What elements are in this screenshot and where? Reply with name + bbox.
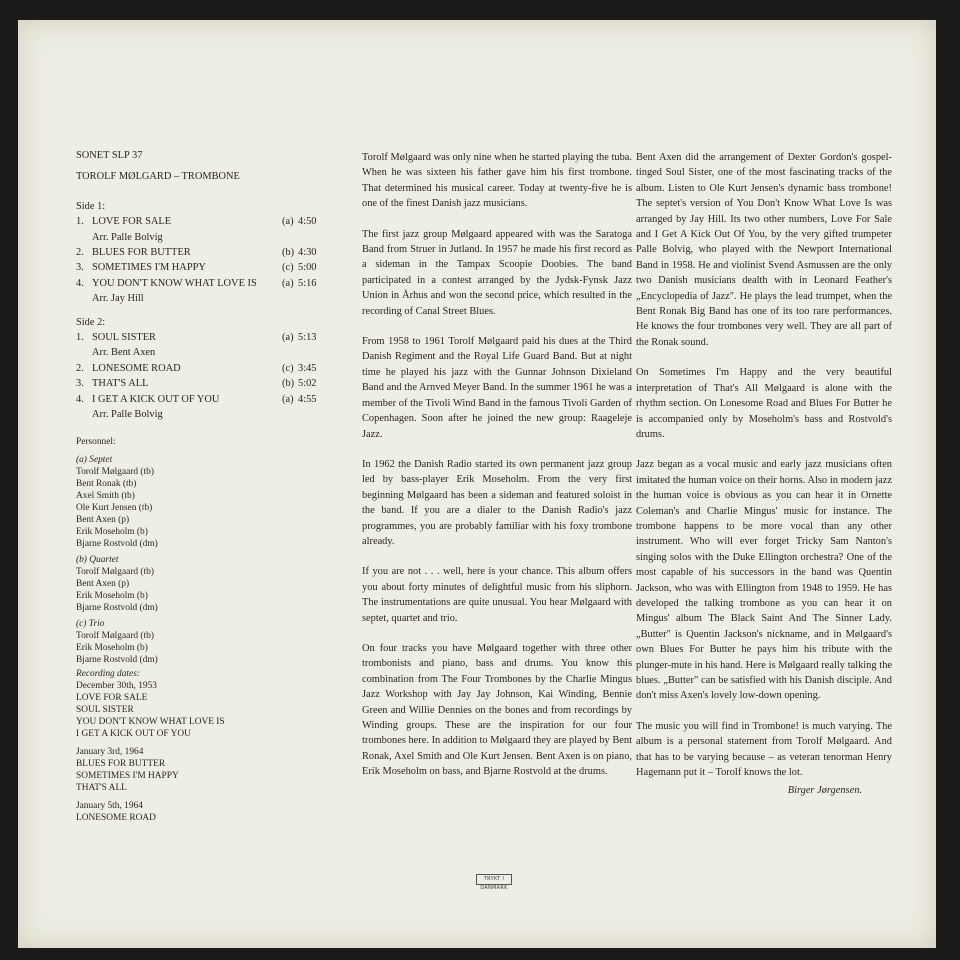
track-title: I GET A KICK OUT OF YOU bbox=[92, 393, 220, 405]
track-title: LONESOME ROAD bbox=[92, 362, 181, 374]
liner-paragraph: The first jazz group Mølgaard appeared with was the Saratoga Band from Struer in Jutland. In 1957 he made his first record as a sideman in the Tampax Scoopie Doobies. The band participated in a contest arranged by the Jydsk-Fynsk Jazz Union in Århus and won the second price, which resulted in the recording of Canal Street Blues. bbox=[362, 228, 632, 317]
track-duration: 3:45 bbox=[298, 362, 317, 374]
track-duration: 5:00 bbox=[298, 262, 317, 274]
track-title: SOUL SISTER bbox=[92, 332, 156, 343]
side-1-tracklist bbox=[76, 214, 326, 306]
track-group: (c) bbox=[282, 262, 294, 274]
recording-date: January 3rd, 1964 bbox=[76, 747, 144, 758]
liner-paragraph: From 1958 to 1961 Torolf Mølgaard paid his dues at the Third Danish Regiment and the Royal Life Guard Band. But at night time he played his jazz with the Gunnar Johnson Dixieland Band and the Arnved Meyer Band. In the summer 1961 he was a member of the Tivoli Wind Band in the famous Tivoli Garden of Copenhagen. Soon after he joined the new group: Raageleje Jazz. bbox=[362, 336, 632, 440]
liner-paragraph: Torolf Mølgaard was only nine when he started playing the tuba. When he was sixteen his father gave him his first trombone. That determined his musical career. Today at twenty-five he is one of the finest Danish jazz musicians. bbox=[362, 152, 632, 210]
personnel-label: Personnel: bbox=[76, 437, 116, 448]
track-group: (c) bbox=[282, 362, 294, 374]
liner-notes-column-2 bbox=[636, 150, 892, 799]
recording-title: LOVE FOR SALE bbox=[76, 693, 148, 704]
track-arranger: Arr. Jay Hill bbox=[92, 293, 144, 305]
side-2-label: Side 2: bbox=[76, 316, 106, 328]
signature: Birger Jørgensen. bbox=[787, 785, 862, 797]
recording-title: SOUL SISTER bbox=[76, 705, 134, 716]
track-listing-column bbox=[76, 148, 326, 824]
recording-dates-label: Recording dates: bbox=[76, 669, 140, 680]
track-title: LOVE FOR SALE bbox=[92, 216, 172, 228]
album-back-cover bbox=[18, 20, 936, 948]
personnel-member: Erik Moseholm (b) bbox=[76, 527, 148, 538]
track-duration: 4:50 bbox=[298, 216, 317, 228]
recording-title: I GET A KICK OUT OF YOU bbox=[76, 729, 191, 740]
liner-paragraph: If you are not . . . well, here is your chance. This album offers you about forty minutes of delightful music from his sliphorn. The instrumentations are quite unusual. You hear Mølgaard with septet, quartet and trio. bbox=[362, 566, 632, 624]
liner-paragraph: On four tracks you have Mølgaard together with three other trombonists and piano, bass and drums. You know this combination from The Four Trombones by the Charlie Mingus Jazz Workshop with Jay Jay Johnson, Kai Winding, Bennie Green and Willie Dennies on the bones and from recordings by Winding groups. These are the inspiration for our four trombones here. In addition to Mølgaard they are played by Bent Ronak, Axel Smith and Ole Kurt Jensen. Bent Axen is on piano, Erik Moseholm on bass, and Bjarne Rostvold at the drums. bbox=[362, 642, 632, 778]
personnel-group-label: (b) Quartet bbox=[76, 555, 119, 566]
track-duration: 5:13 bbox=[298, 332, 317, 343]
personnel-member: Bent Axen (p) bbox=[76, 515, 130, 526]
track-group: (a) bbox=[282, 332, 294, 343]
liner-paragraph: On Sometimes I'm Happy and the very beautiful interpretation of That's All Mølgaard is alone with the rhythm section. On Lonesome Road and Blues For Butter he is accompanied only by Moseholm's bass and Rostvold's drums. bbox=[636, 367, 892, 440]
track-number: 1. bbox=[76, 216, 84, 228]
personnel-member: Torolf Mølgaard (tb) bbox=[76, 467, 154, 478]
track-number: 3. bbox=[76, 378, 84, 390]
side-2-tracklist bbox=[76, 330, 326, 422]
recording-title: THAT'S ALL bbox=[76, 783, 127, 794]
recording-title: BLUES FOR BUTTER bbox=[76, 759, 166, 770]
track-duration: 5:02 bbox=[298, 378, 317, 390]
recording-title: SOMETIMES I'M HAPPY bbox=[76, 771, 179, 782]
track-title: BLUES FOR BUTTER bbox=[92, 247, 191, 259]
track-title: SOMETIMES I'M HAPPY bbox=[92, 262, 206, 274]
track-row bbox=[76, 245, 326, 260]
recording-title: LONESOME ROAD bbox=[76, 813, 156, 824]
track-duration: 4:55 bbox=[298, 393, 317, 405]
track-group: (a) bbox=[282, 393, 294, 405]
recording-sessions bbox=[76, 680, 326, 824]
personnel-member: Bent Ronak (tb) bbox=[76, 479, 137, 490]
track-row bbox=[76, 214, 326, 229]
track-number: 2. bbox=[76, 362, 84, 374]
personnel-member: Torolf Mølgaard (tb) bbox=[76, 631, 154, 642]
personnel-group-label: (c) Trio bbox=[76, 619, 105, 630]
personnel-member: Torolf Mølgaard (tb) bbox=[76, 567, 154, 578]
side-1-label: Side 1: bbox=[76, 200, 106, 212]
track-group: (b) bbox=[282, 378, 295, 390]
track-arranger: Arr. Palle Bolvig bbox=[92, 408, 163, 420]
recording-date: January 5th, 1964 bbox=[76, 801, 143, 812]
track-number: 4. bbox=[76, 277, 84, 289]
personnel-member: Erik Moseholm (b) bbox=[76, 591, 148, 602]
track-row bbox=[76, 392, 326, 407]
personnel-group-label: (a) Septet bbox=[76, 455, 113, 466]
track-group: (a) bbox=[282, 216, 294, 228]
track-number: 1. bbox=[76, 332, 84, 343]
recording-title: YOU DON'T KNOW WHAT LOVE IS bbox=[76, 717, 225, 728]
album-title: TOROLF MØLGARD – TROMBONE bbox=[76, 171, 240, 183]
track-title: THAT'S ALL bbox=[92, 378, 149, 390]
track-row bbox=[76, 276, 326, 291]
track-number: 4. bbox=[76, 393, 84, 405]
personnel-member: Bjarne Rostvold (dm) bbox=[76, 539, 158, 550]
liner-paragraph: In 1962 the Danish Radio started its own permanent jazz group led by bass-player Erik Moseholm. From the very first beginning Mølgaard has been a sideman and featured soloist in the band. If you are a dialer to the Danish Radio's jazz programmes, you are probably familiar with his foxy trombone already. bbox=[362, 458, 632, 547]
track-row bbox=[76, 376, 326, 391]
track-arranger: Arr. Palle Bolvig bbox=[92, 231, 163, 243]
personnel-list bbox=[76, 454, 326, 666]
track-duration: 5:16 bbox=[298, 277, 317, 289]
personnel-member: Bjarne Rostvold (dm) bbox=[76, 655, 158, 666]
liner-paragraph: The music you will find in Trombone! is much varying. The album is a personal statement from Torolf Mølgaard. And that has to be varying because – as veteran tenorman Henry Hagemann put it – Torolf knows the lot. bbox=[636, 720, 892, 779]
track-row bbox=[76, 260, 326, 275]
personnel-member: Erik Moseholm (b) bbox=[76, 643, 148, 654]
track-duration: 4:30 bbox=[298, 247, 317, 259]
track-title: YOU DON'T KNOW WHAT LOVE IS bbox=[92, 277, 257, 289]
catalog-number: SONET SLP 37 bbox=[76, 150, 143, 161]
personnel-member: Bent Axen (p) bbox=[76, 579, 130, 590]
track-group: (a) bbox=[282, 277, 294, 289]
personnel-member: Ole Kurt Jensen (tb) bbox=[76, 503, 153, 514]
track-arranger: Arr. Bent Axen bbox=[92, 347, 156, 359]
track-number: 2. bbox=[76, 247, 84, 259]
liner-paragraph: Bent Axen did the arrangement of Dexter Gordon's gospel-tinged Soul Sister, one of the most fascinating tracks of the album. Listen to Ole Kurt Jensen's dynamic bass trombone! The septet's version of You Don't Know What Love Is was arranged by Jay Hill. Its two other numbers, Love For Sale and I Get A Kick Out Of You, by the very gifted trumpeter Palle Bolvig, who played with the Newport International Band in 1958. He and violinist Svend Asmussen are the only two Danish musicians dealth with in Leonard Feather's „Encyclopedia of Jazz". He plays the lead trumpet, when the Bent Ronak Big Band has one of its too rare performances. He knows the four trombones very well. They are all part of the Ronak sound. bbox=[636, 152, 892, 348]
track-row bbox=[76, 361, 326, 376]
personnel-member: Bjarne Rostvold (dm) bbox=[76, 603, 158, 614]
liner-notes-column-1 bbox=[362, 150, 632, 795]
recording-date: December 30th, 1953 bbox=[76, 681, 157, 692]
track-group: (b) bbox=[282, 247, 295, 259]
track-number: 3. bbox=[76, 262, 84, 274]
personnel-member: Axel Smith (tb) bbox=[76, 491, 135, 502]
liner-paragraph: Jazz began as a vocal music and early jazz musicians often imitated the human voice on their horns. Also in modern jazz the human voice is obvious as you can hear it in Ornette Coleman's and Charlie Mingus' music for instance. The trombone happens to be more vocal than any other instrument. Who will ever forget Tricky Sam Nanton's singing solos with the Duke Ellington orchestra? One of the most capable of his successors in the band was Quentin Jackson, who was with Ellington from 1948 to 1959. He has developed the talking trombone as you can hear it on Mingus' album The Black Saint And The Sinner Lady. „Butter" is Quentin Jackson's nickname, and in Mølgaard's own Blues For Butter he pays him his tribute with the plunger-mute in his hand. Here is Mølgaard really talking the blues. „Butter" can be satisfied with his Danish disciple. And don't miss Axen's lovely low-down opening. bbox=[636, 459, 892, 702]
printer-mark: TRYKT I DANMARK bbox=[476, 874, 512, 885]
track-row bbox=[76, 330, 326, 345]
